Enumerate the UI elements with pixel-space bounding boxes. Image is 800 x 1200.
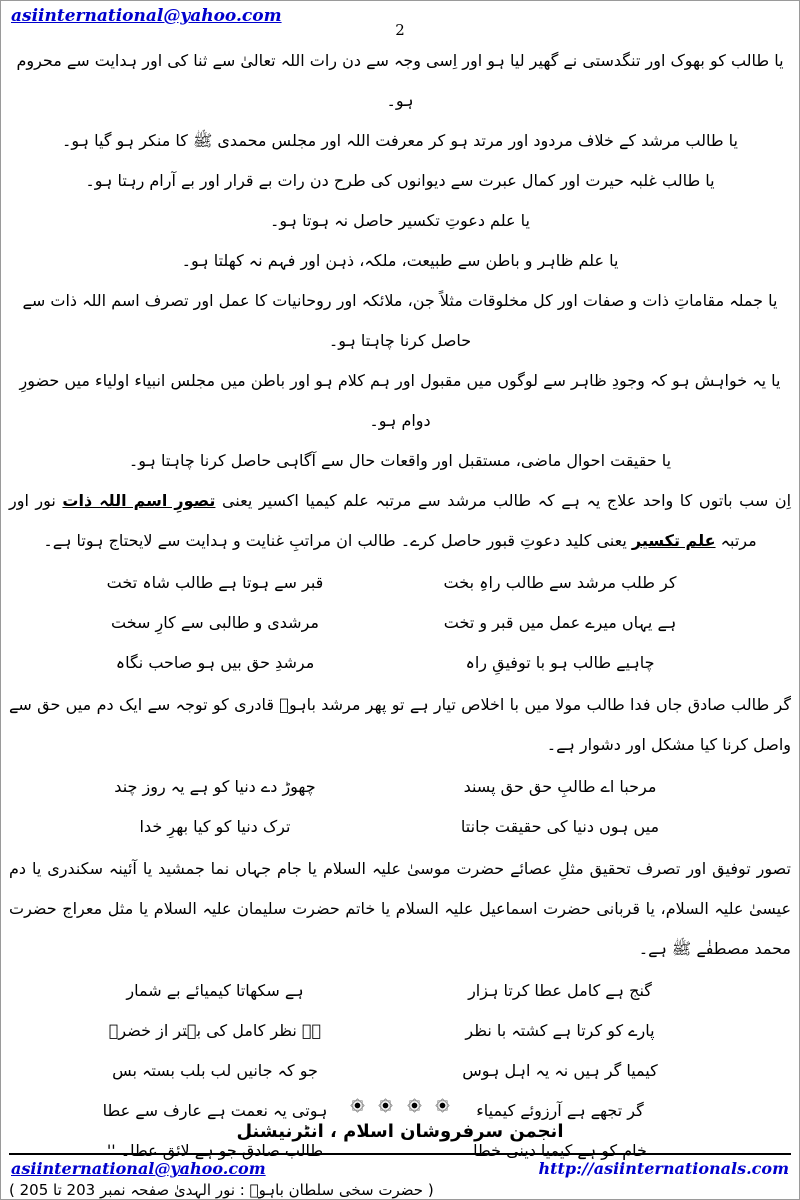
cure-text-3: یعنی کلید دعوتِ قبور حاصل کرے۔ طالب ان مراتبِ غنایت و ہدایت سے لایحتاج ہوتا ہے۔ [43,531,632,550]
cure-text-1: اِن سب باتوں کا واحد علاج یہ ہے کہ طالب مرشد سے مرتبہ علم کیمیا اکسیر یعنی [215,491,792,510]
verse-row [9,767,791,807]
hemistich-right: ہے یہاں میرے عمل میں قبر و تخت [443,613,677,632]
page-number: 2 [395,21,405,39]
hemistich-right: گر تجھے ہے آرزوئے کیمیاء [476,1101,644,1120]
hemistich-left: جو کہ جانیں لب بلب بستہ بس [112,1061,318,1080]
condition-line: یا طالب غلبہ حیرت اور کمال عبرت سے دیوانوں کی طرح دن رات بے قرار اور بے آرام رہتا ہو۔ [85,171,715,190]
hemistich-left: قبر سے ہوتا ہے طالب شاہ تخت [106,573,324,592]
verse-row [9,643,791,683]
hemistich-left: مرشدِ حق بیں ہو صاحب نگاہ [115,653,315,672]
condition-line: یا یہ خواہش ہو کہ وجودِ ظاہر سے لوگوں میں مقبول اور ہم کلام ہو اور باطن میں مجلس انبیاء اولیاء میں حضورِ دوام ہو۔ [19,371,781,430]
hemistich-right: مرحبا اے طالبِ حق حق پسند [463,777,657,796]
verse-row [9,971,791,1011]
flower-star-icon [377,1097,394,1114]
footer-website-link[interactable]: http://asiinternationals.com [538,1159,789,1178]
source-citation: ( حضرت سخی سلطان باہوؒ : نور الہدیٰ صفحہ نمبر 203 تا 205 ) [9,1181,434,1199]
verse-row [9,1051,791,1091]
footer-divider [9,1153,791,1155]
ilm-taksir-highlight: علم تکسیر [631,531,716,550]
hemistich-right: چاہیے طالب ہو با توفیقِ راہ [465,653,655,672]
condition-line: یا علم دعوتِ تکسیر حاصل نہ ہوتا ہو۔ [270,211,530,230]
condition-line: یا علم ظاہر و باطن سے طبیعت، ملکہ، ذہن اور فہم نہ کھلتا ہو۔ [181,251,619,270]
gar-talib-paragraph: گر طالب صادق جاں فدا طالب مولا میں با اخلاص تیار ہے تو پھر مرشد باہوؒ قادری کو توجہ سے ایک دم میں حق سے واصل کرنا کیا مشکل اور دشوار ہے۔ [9,695,791,754]
hemistich-left: ترک دنیا کو کیا بھرِ خدا [139,817,291,836]
condition-line: یا طالب مرشد کے خلاف مردود اور مرتد ہو کر معرفت اللہ اور مجلس محمدی ﷺ کا منکر ہو گیا ہو۔ [62,131,738,150]
poem-block-2 [9,767,791,847]
flower-star-icon [434,1097,451,1114]
condition-line: یا حقیقت احوال ماضی، مستقبل اور واقعات حال سے آگاہی حاصل کرنا چاہتا ہو۔ [128,451,672,470]
condition-line: یا طالب کو بھوک اور تنگدستی نے گھیر لیا ہو اور اِسی وجہ سے دن رات اللہ تعالیٰ سے ثنا کی اور ہدایت سے محروم ہو۔ [16,51,784,110]
condition-line: یا جملہ مقاماتِ ذات و صفات اور کل مخلوقات مثلاً جن، ملائکہ اور روحانیات کا عمل اور تصرف اسم اللہ ذات سے حاصل کرنا چاہتا ہو۔ [22,291,778,350]
hemistich-left: ہے نظر کامل کی بہتر از خضرؑ [108,1021,322,1040]
hemistich-left: طالب صادق جو ہے لائق عطا۔ '' [106,1141,324,1160]
hemistich-right: میں ہوں دنیا کی حقیقت جانتا [460,817,660,836]
header-email-link[interactable]: asiinternational@yahoo.com [11,6,282,26]
hemistich-right: کر طلب مرشد سے طالب راہِ بخت [443,573,677,592]
flower-star-icon [406,1097,423,1114]
hemistich-right: کیمیا گر ہیں نہ یہ اہل ہوس [462,1061,658,1080]
ornament-row [1,1097,799,1114]
flower-star-icon [349,1097,366,1114]
footer-email-link[interactable]: asiinternational@yahoo.com [11,1159,266,1178]
hemistich-right: گنج ہے کامل عطا کرتا ہزار [468,981,652,1000]
hemistich-right: خام کو ہے کیمیا دینی خطا [473,1141,647,1160]
hemistich-left: چھوڑ دے دنیا کو ہے یہ روز چند [114,777,316,796]
verse-row [9,563,791,603]
hemistich-right: پارے کو کرتا ہے کشتہ با نظر [465,1021,655,1040]
poem-block-1 [9,563,791,683]
tasawwur-paragraph: تصور توفیق اور تصرف تحقیق مثلِ عصائے حضرت موسیٰ علیہ السلام یا جام جہاں نما جمشید یا آئینہ سکندری یا دم عیسیٰ علیہ السلام، یا قربانی حضرت اسماعیل علیہ السلام یا خاتم حضرت سلیمان علیہ السلام یا مثل معراج حضرت محمد مصطفٰے ﷺ ہے۔ [9,859,791,958]
cure-paragraph [9,481,791,561]
verse-row [9,603,791,643]
hemistich-left: مرشدی و طالبی سے کارِ سخت [111,613,319,632]
organization-name: انجمن سرفروشان اسلام ، انٹرنیشنل [236,1121,564,1142]
verse-row [9,1011,791,1051]
hemistich-left: ہے سکھاتا کیمیائے بے شمار [126,981,304,1000]
page-body [9,41,791,1200]
tasawwur-ism-allah-zaat-highlight: تصورِ اسم اللہ ذات [62,491,216,510]
cure-text-2: نور اور مرتبہ [9,491,757,550]
hemistich-left: ہوتی یہ نعمت ہے عارف سے عطا [102,1101,328,1120]
verse-row [9,807,791,847]
